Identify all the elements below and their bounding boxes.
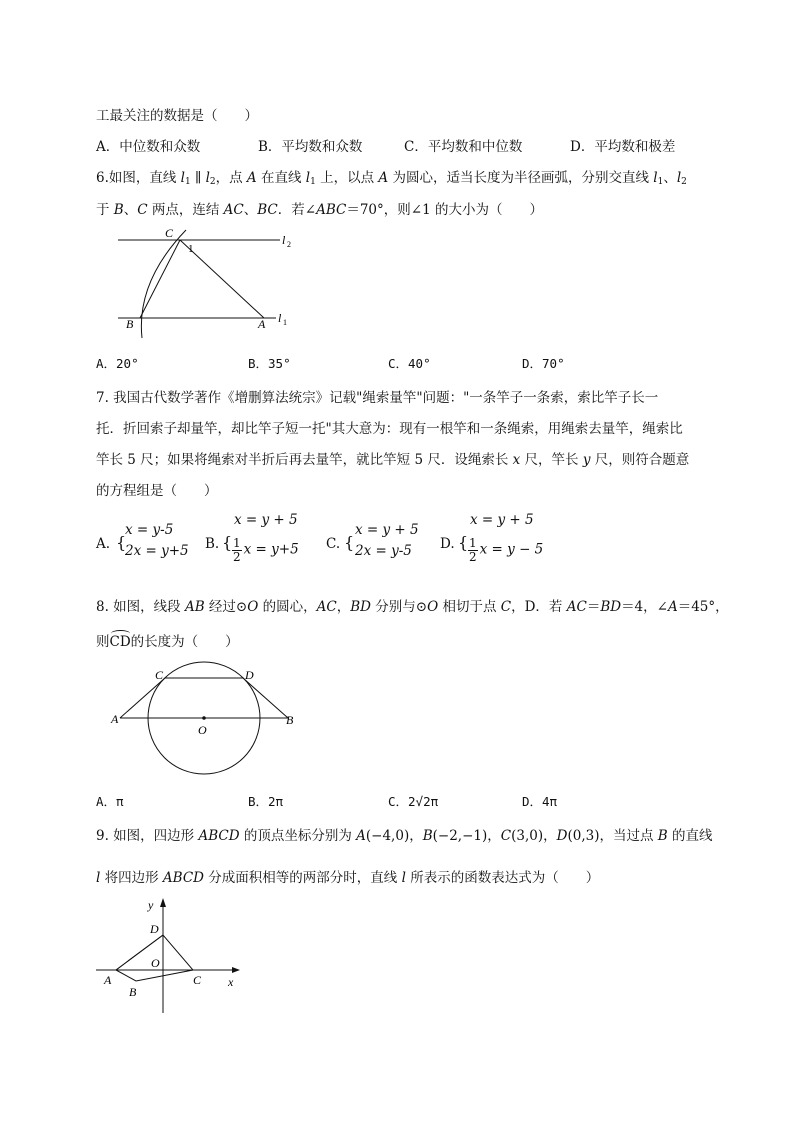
x-axis-arrow: [232, 967, 240, 973]
label-o: O: [151, 956, 160, 970]
label-b: B: [126, 317, 134, 331]
label-l1: l: [278, 311, 282, 325]
q8-option-b: B．2π: [248, 794, 284, 809]
label-x: x: [228, 975, 234, 989]
q7-stem-line2: 托．折回索子却量竿，却比竿子短一托"其大意为：现有一根竿和一条绳索，用绳索去量竿，绳索比: [96, 421, 683, 437]
label-y: y: [148, 898, 154, 912]
q6-stem-line1: 6.如图，直线 $l_1$ ∥ $l_2$，点 A 在直线 $l_1$ 上，以点 A 为圆心，适当长度为半径画弧，分别交直线 $l_1$、$l_2$: [96, 170, 687, 187]
label-c: C: [155, 668, 164, 682]
q6-figure: [108, 222, 308, 342]
q5-option-a: A．中位数和众数: [96, 139, 201, 155]
q5-option-c: C．平均数和中位数: [404, 139, 523, 155]
q7-stem-line1: 7. 我国古代数学著作《增删算法统宗》记载"绳索量竿"问题："一条竿子一条索，索比竿子长一: [96, 390, 659, 406]
arc: [141, 230, 186, 338]
label-o: O: [198, 723, 207, 737]
label-a: A: [111, 712, 119, 726]
q7-stem-line4: 的方程组是（ ）: [96, 483, 218, 499]
tangent-ac: [120, 678, 165, 718]
tangent-bd: [243, 678, 288, 718]
exam-page: 工最关注的数据是（ ） A．中位数和众数 B．平均数和众数 C．平均数和中位数 D．平均数和极差 6.如图，直线 $l_1$ ∥ $l_2$，点 A 在直线 $l_1$ 上，以点 A 为圆心，适当长度为半径画弧，分别交直线 $l_1$、$l_2$ 于 B、C 两点，连结 AC、BC．若∠ABC＝70°，则∠1 的大小为（ ） C 1 l 2 B A l 1 A．20° B．35° C．40° D．70° 7. 我国古代数学著作《增删算法统宗》记载"绳索量竿"问题："一条竿子一条索，索比竿子长一 托．折回索子却量竿，却比竿子短一托"其大意为：现有一根竿和一条绳索，用绳索去量竿，绳索比 竿长 5 尺；如果将绳索对半折后再去量竿，就比竿短 5 尺．设绳索长 x 尺，竿长 y 尺，则符合题意 的方程组是（ ） A. { x = y-5 2x = y+5 B. { x = y + 5 $\frac{1}{2}$ x = y+5 C. { x = y + 5 2x = y-5 D. { x = y + 5 $\frac{1}{2}$ x = y − 5 8. 如图，线段 AB 经过⊙O 的圆心，AC，BD 分别与⊙O 相切于点 C，D．若 AC＝BD＝4，∠A＝45°， 则 CD的长度为（ ） A B C D O A．π B．2π C．2√2π D．4π 9. 如图，四边形 ABCD 的顶点坐标分别为 A(−4,0)，B(−2,−1)，C(3,0)，D(0,3)，当过点 B 的直线 l 将四边形 ABCD 分成面积相等的两部分时，直线 l 所表示的函数表达式为（ ） x y D O A B C: [0, 0, 794, 1123]
label-angle-1: 1: [188, 243, 194, 255]
label-b: B: [129, 985, 137, 999]
label-c: C: [165, 226, 174, 240]
segment-bc: [140, 240, 180, 318]
q5-option-d: D．平均数和极差: [570, 139, 676, 155]
q5-stem: 工最关注的数据是（ ）: [96, 108, 258, 124]
label-l2-sub: 2: [287, 240, 291, 249]
q8-stem-line2: 则 CD的长度为（ ）: [96, 630, 239, 650]
label-b: B: [286, 713, 294, 727]
q6-option-b: B．35°: [248, 356, 291, 371]
label-c: C: [193, 973, 202, 987]
q8-option-d: D．4π: [522, 794, 558, 809]
q9-figure: [90, 895, 250, 1020]
label-l2: l: [282, 233, 286, 247]
q6-option-a: A．20°: [96, 356, 139, 371]
q8-figure: [110, 660, 310, 785]
q8-option-a: A．π: [96, 794, 124, 809]
q6-option-c: C．40°: [388, 356, 431, 371]
q8-option-c: C．2√2π: [388, 794, 439, 809]
q6-option-d: D．70°: [522, 356, 565, 371]
label-d: D: [245, 668, 254, 682]
q9-stem-line2: l 将四边形 ABCD 分成面积相等的两部分时，直线 l 所表示的函数表达式为（ ）: [96, 870, 600, 886]
label-a: A: [104, 973, 112, 987]
y-axis-arrow: [160, 898, 166, 907]
label-d: D: [150, 922, 159, 936]
q6-stem-line2: 于 B、C 两点，连结 AC、BC．若∠ABC＝70°，则∠1 的大小为（ ）: [96, 202, 543, 218]
q7-stem-line3: 竿长 5 尺；如果将绳索对半折后再去量竿，就比竿短 5 尺．设绳索长 x 尺，竿长 y 尺，则符合题意: [96, 452, 690, 468]
center-dot: [202, 716, 206, 720]
q5-option-b: B．平均数和众数: [258, 139, 363, 155]
label-a: A: [258, 317, 266, 331]
label-l1-sub: 1: [283, 318, 287, 327]
q8-stem-line1: 8. 如图，线段 AB 经过⊙O 的圆心，AC，BD 分别与⊙O 相切于点 C，D．若 AC＝BD＝4，∠A＝45°，: [96, 599, 729, 615]
q9-stem-line1: 9. 如图，四边形 ABCD 的顶点坐标分别为 A(−4,0)，B(−2,−1)，C(3,0)，D(0,3)，当过点 B 的直线: [96, 828, 713, 844]
